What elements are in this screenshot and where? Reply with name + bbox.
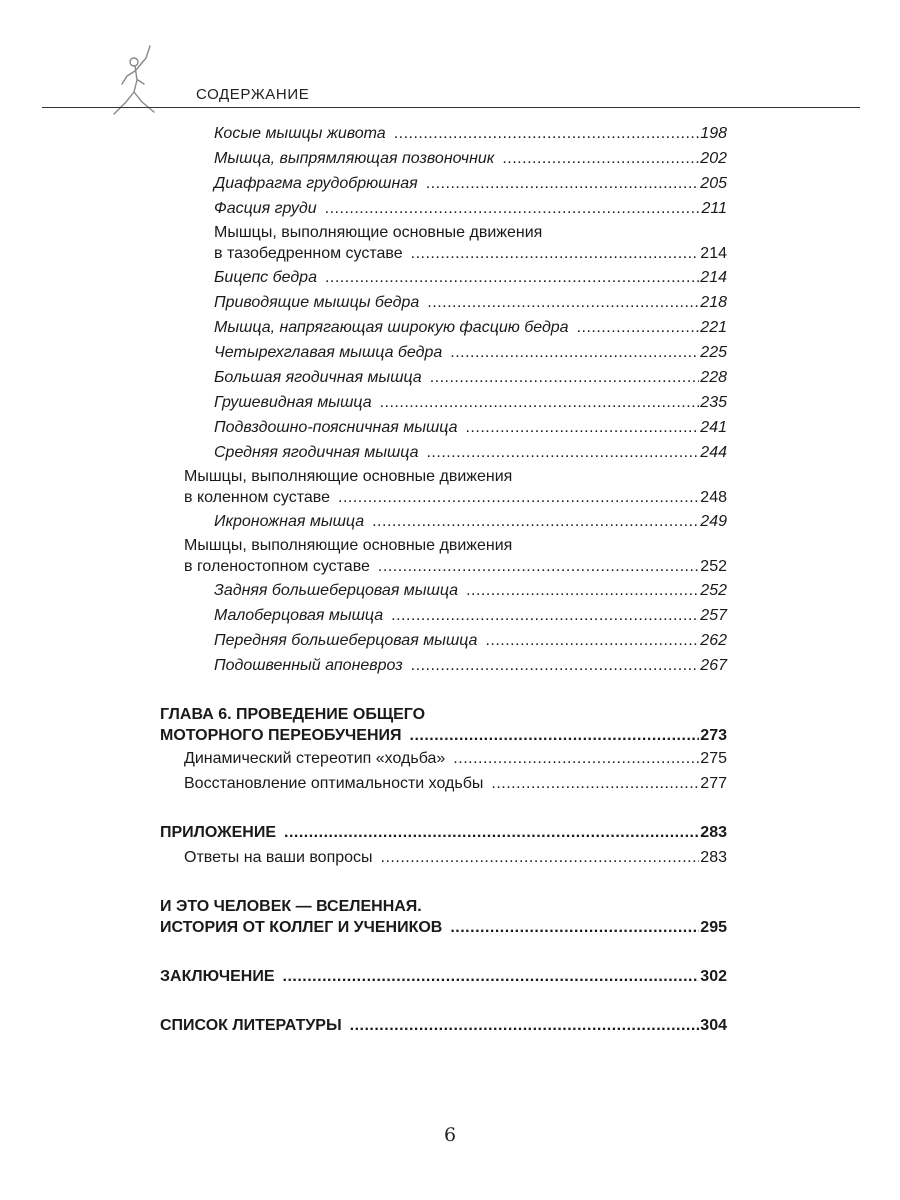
toc-entry-title: Динамический стереотип «ходьба» — [184, 750, 446, 767]
toc-entry-title: Бицепс бедра — [214, 269, 317, 286]
dot-leader — [577, 316, 700, 340]
dot-leader — [491, 772, 699, 796]
toc-chapter-page: 304 — [700, 1017, 727, 1034]
dot-leader — [426, 441, 699, 465]
toc-entry-page: 214 — [700, 245, 727, 262]
toc-entry — [214, 147, 727, 171]
dot-leader — [410, 725, 700, 746]
toc-chapter-title: ИСТОРИЯ ОТ КОЛЛЕГ И УЧЕНИКОВ — [160, 919, 443, 936]
toc-entry-title: Ответы на ваши вопросы — [184, 849, 373, 866]
toc-entry-page: 275 — [700, 750, 727, 767]
dot-leader — [465, 416, 699, 440]
dot-leader — [427, 291, 699, 315]
toc-chapter-title: ПРИЛОЖЕНИЕ — [160, 824, 276, 841]
toc-entry-page: 252 — [700, 582, 727, 599]
toc-entry-title: Фасция груди — [214, 200, 317, 217]
dot-leader — [325, 197, 701, 221]
toc-entry-title: Приводящие мышцы бедра — [214, 294, 420, 311]
toc-chapter-page: 302 — [700, 968, 727, 985]
toc-entry — [184, 747, 727, 771]
dot-leader — [391, 604, 699, 628]
toc-entry-title: в голеностопном суставе — [184, 558, 370, 575]
dot-leader — [378, 556, 699, 577]
dot-leader — [394, 122, 700, 146]
toc-chapter-page: 273 — [700, 727, 727, 744]
dot-leader — [426, 172, 700, 196]
toc-entry-title: Малоберцовая мышца — [214, 607, 384, 624]
toc-entry — [214, 172, 727, 196]
toc-entry-title: в тазобедренном суставе — [214, 245, 403, 262]
toc-entry-page: 262 — [700, 632, 727, 649]
toc-chapter-title-line1: И ЭТО ЧЕЛОВЕК — ВСЕЛЕННАЯ. — [160, 898, 422, 915]
toc-entry-page: 228 — [700, 369, 727, 386]
toc-entry-page: 205 — [700, 175, 727, 192]
page-header-title: СОДЕРЖАНИЕ — [196, 86, 310, 103]
toc-entry-title-line1: Мышцы, выполняющие основные движения — [214, 224, 543, 241]
toc-chapter — [160, 821, 727, 845]
toc-entry-title: Подошвенный апоневроз — [214, 657, 403, 674]
toc-chapter-page: 283 — [700, 824, 727, 841]
toc-entry-title: в коленном суставе — [184, 489, 331, 506]
toc-entry-title: Задняя большеберцовая мышца — [214, 582, 459, 599]
dot-leader — [450, 341, 699, 365]
toc-entry-page: 283 — [700, 849, 727, 866]
toc-entry-page: 252 — [700, 558, 727, 575]
toc-entry — [214, 197, 727, 221]
toc-entry-page: 248 — [700, 489, 727, 506]
toc-entry-page: 257 — [700, 607, 727, 624]
toc-entry-page: 202 — [700, 150, 727, 167]
toc-entry — [214, 654, 727, 678]
header-divider — [42, 107, 860, 108]
toc-chapter-page: 295 — [700, 919, 727, 936]
toc-entry-page: 235 — [700, 394, 727, 411]
toc-entry-page: 214 — [700, 269, 727, 286]
toc-entry-page: 198 — [700, 125, 727, 142]
dot-leader — [466, 579, 699, 603]
toc-entry-title: Восстановление оптимальности ходьбы — [184, 775, 484, 792]
toc-entry — [184, 535, 727, 577]
toc-entry-page: 249 — [700, 513, 727, 530]
toc-entry-title: Диафрагма грудобрюшная — [214, 175, 418, 192]
dot-leader — [502, 147, 699, 171]
toc-entry-title: Косые мышцы живота — [214, 125, 386, 142]
toc-entry — [184, 846, 727, 870]
toc-entry-page: 211 — [701, 200, 727, 217]
toc-entry-page: 218 — [700, 294, 727, 311]
toc-entry-title: Четырехглавая мышца бедра — [214, 344, 443, 361]
dot-leader — [372, 510, 699, 534]
toc-entry — [214, 416, 727, 440]
toc-entry — [214, 510, 727, 534]
toc-entry-title-line1: Мышцы, выполняющие основные движения — [184, 468, 513, 485]
toc-entry-title: Передняя большеберцовая мышца — [214, 632, 478, 649]
toc-chapter-title-line1: ГЛАВА 6. ПРОВЕДЕНИЕ ОБЩЕГО — [160, 706, 426, 723]
toc-entry-page: 267 — [700, 657, 727, 674]
toc-entry-page: 244 — [700, 444, 727, 461]
toc-chapter — [160, 704, 727, 746]
dot-leader — [338, 487, 699, 508]
toc-entry — [214, 222, 727, 264]
dot-leader — [453, 747, 699, 771]
dot-leader — [485, 629, 699, 653]
toc-entry-title: Икроножная мышца — [214, 513, 365, 530]
toc-chapter-title: СПИСОК ЛИТЕРАТУРЫ — [160, 1017, 342, 1034]
page-number: 6 — [443, 1124, 457, 1146]
toc-entry-title-line1: Мышцы, выполняющие основные движения — [184, 537, 513, 554]
toc-entry-page: 221 — [700, 319, 727, 336]
toc-entry — [214, 266, 727, 290]
toc-entry-page: 225 — [700, 344, 727, 361]
toc-entry — [214, 604, 727, 628]
toc-entry — [214, 366, 727, 390]
dot-leader — [350, 1014, 700, 1038]
toc-chapter — [160, 1014, 727, 1038]
toc-entry-title: Мышца, напрягающая широкую фасцию бедра — [214, 319, 569, 336]
toc-entry-title: Грушевидная мышца — [214, 394, 372, 411]
dot-leader — [284, 821, 699, 845]
dot-leader — [283, 965, 700, 989]
dot-leader — [430, 366, 700, 390]
dot-leader — [411, 654, 700, 678]
dot-leader — [450, 917, 699, 938]
toc-entry-title: Мышца, выпрямляющая позвоночник — [214, 150, 495, 167]
toc-entry — [214, 441, 727, 465]
toc-entry-title: Большая ягодичная мышца — [214, 369, 422, 386]
toc-chapter-title: МОТОРНОГО ПЕРЕОБУЧЕНИЯ — [160, 727, 402, 744]
toc-entry — [214, 629, 727, 653]
dot-leader — [380, 391, 700, 415]
dot-leader — [325, 266, 699, 290]
dot-leader — [381, 846, 700, 870]
toc-entry — [214, 341, 727, 365]
toc-entry-title: Подвздошно-поясничная мышца — [214, 419, 458, 436]
toc-entry — [214, 291, 727, 315]
toc-entry-title: Средняя ягодичная мышца — [214, 444, 419, 461]
toc-entry — [214, 579, 727, 603]
toc-chapter-title: ЗАКЛЮЧЕНИЕ — [160, 968, 275, 985]
toc-entry — [184, 466, 727, 508]
toc-entry-page: 277 — [700, 775, 727, 792]
dot-leader — [411, 243, 700, 264]
toc-chapter — [160, 896, 727, 938]
toc-entry — [184, 772, 727, 796]
toc-entry — [214, 122, 727, 146]
toc-chapter — [160, 965, 727, 989]
toc-entry — [214, 391, 727, 415]
toc-entry-page: 241 — [700, 419, 727, 436]
toc-entry — [214, 316, 727, 340]
